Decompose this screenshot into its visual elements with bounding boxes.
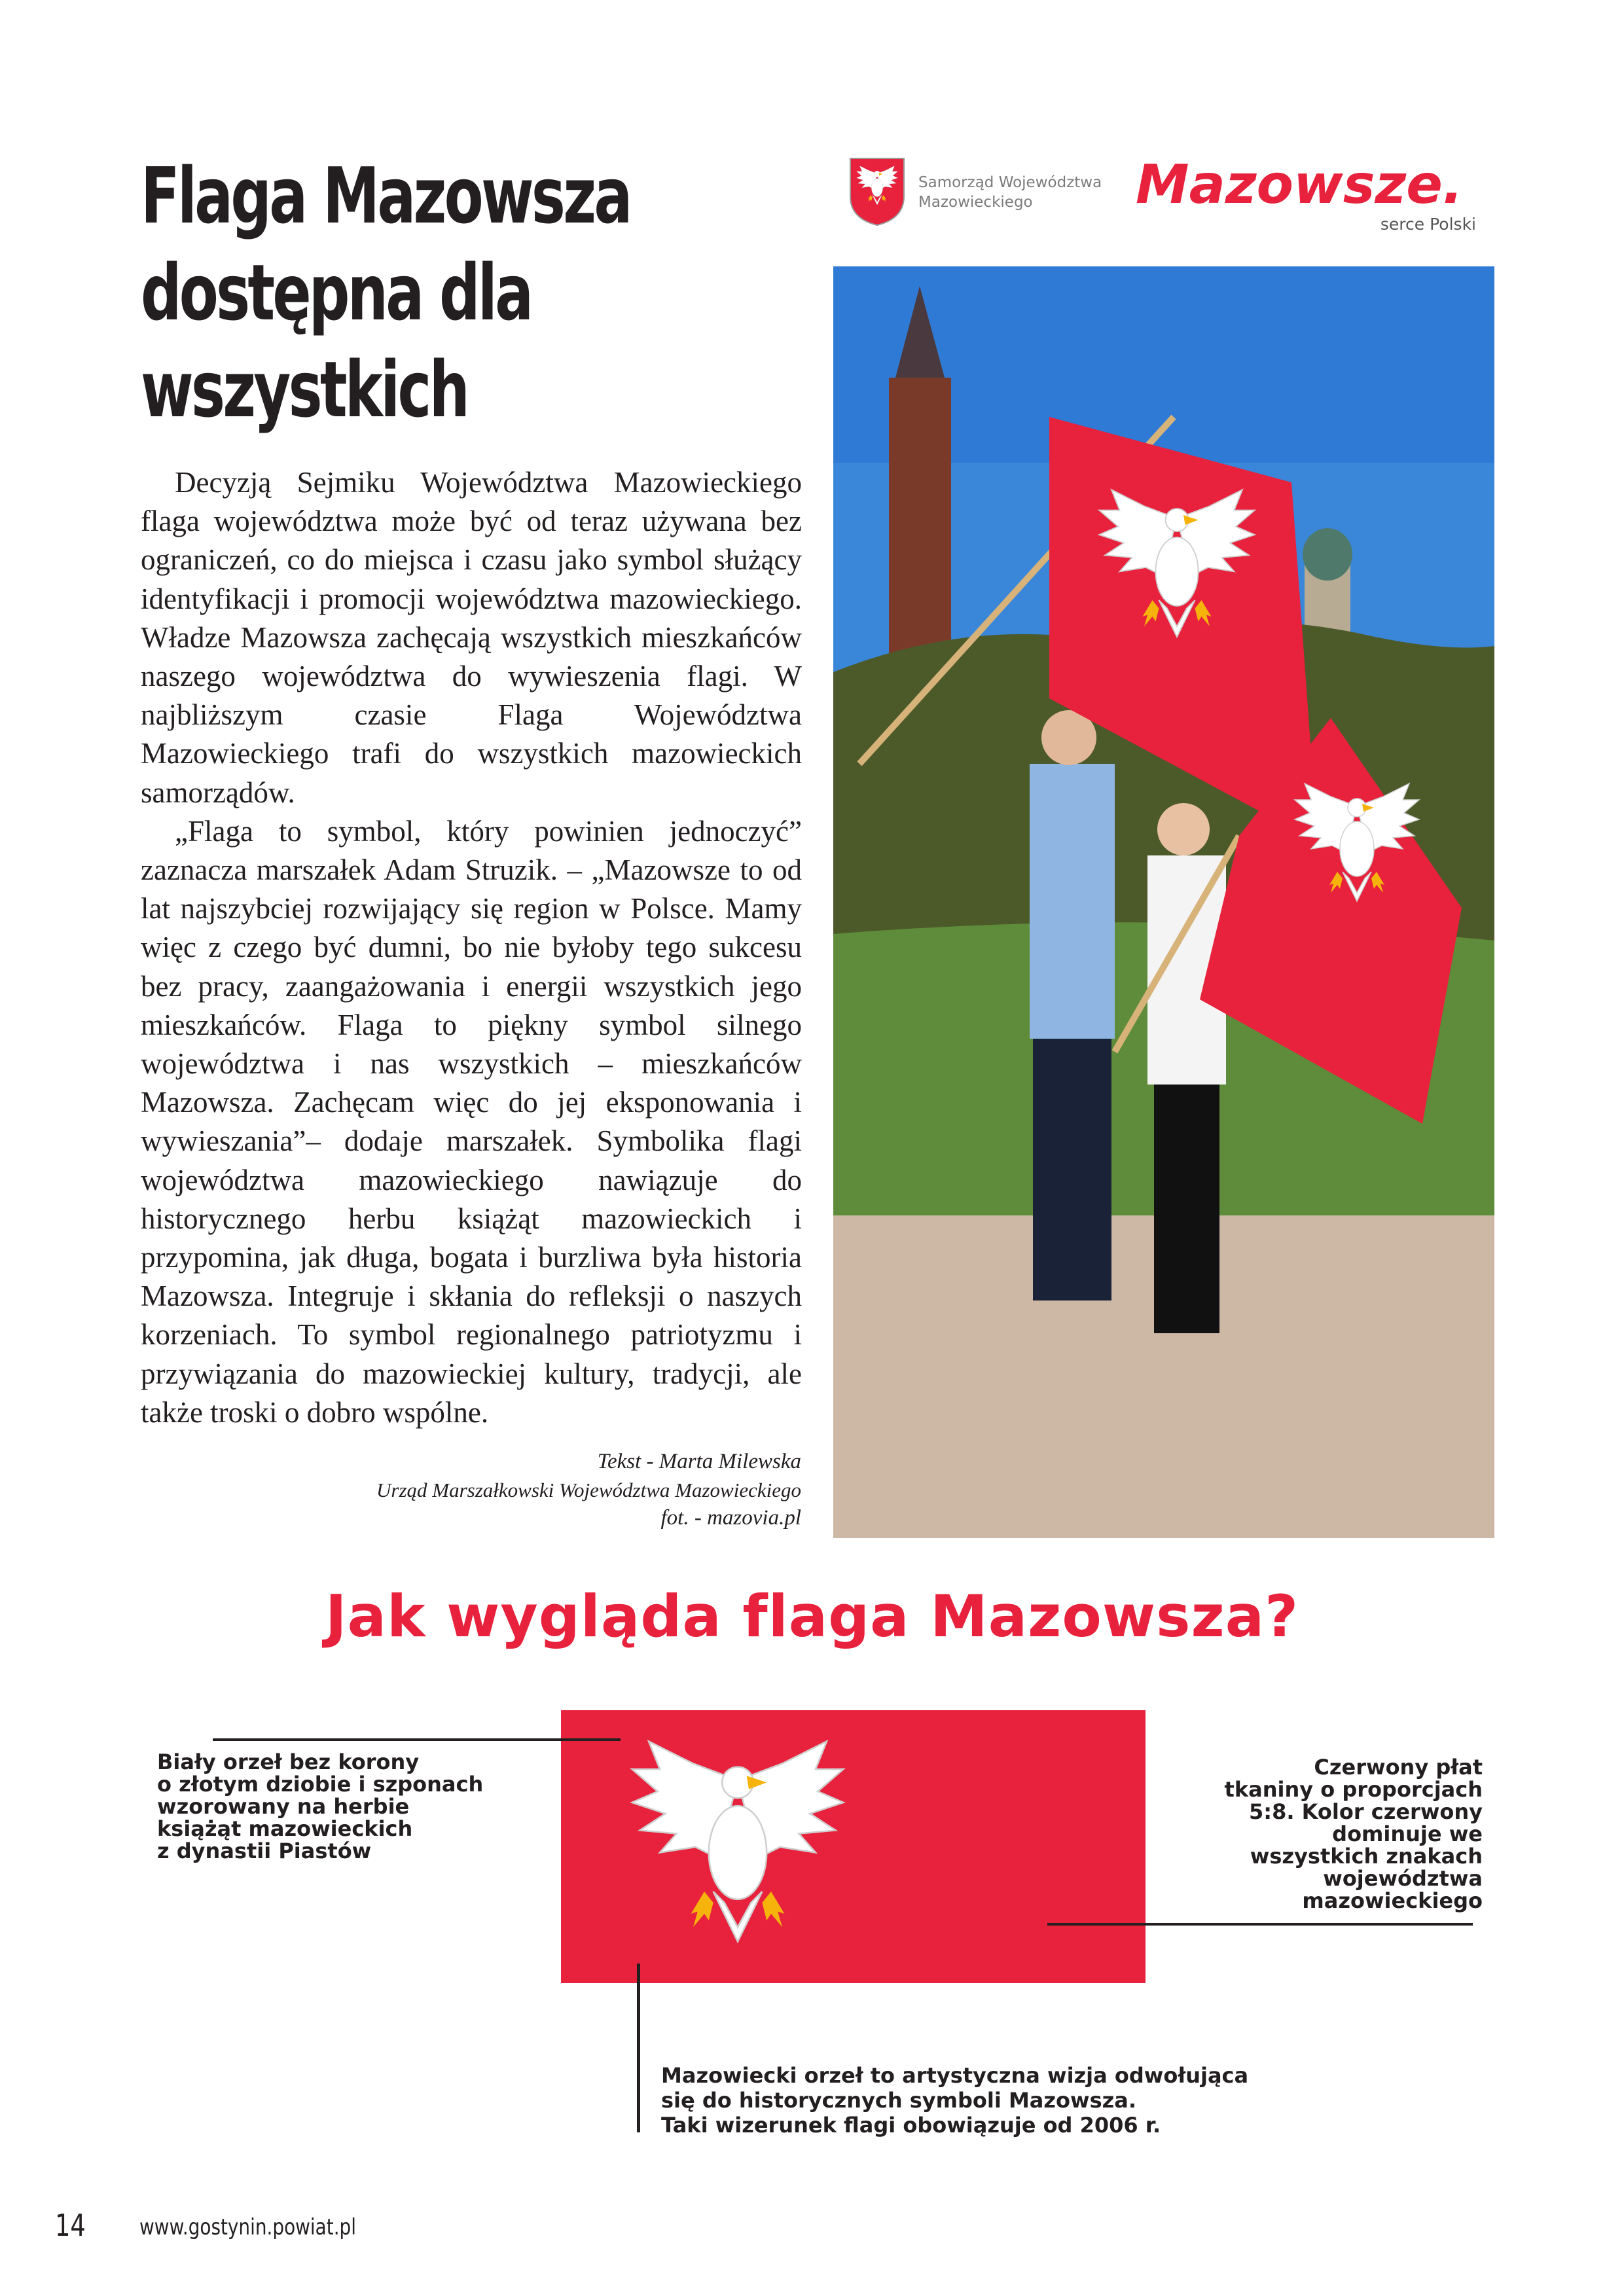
left-label-pointer [213,1738,621,1741]
coat-of-arms-icon [848,156,907,226]
eagle-annotation-line: z dynastii Piastów [157,1839,372,1863]
credit-photo: fot. - mazovia.pl [660,1506,801,1530]
eagle-annotation-line: o złotym dziobie i szponach [157,1772,484,1797]
history-annotation [661,2063,1447,2138]
samorzad-logo [848,156,1123,228]
paragraph-1: Decyzją Sejmiku Województwa Mazowieckiego flaga województwa może być od teraz używana bez ograniczeń, co do miejsca i czasu jako symbol służący identyfikacji i promocji województwa mazowieckiego. Władze Mazowsza zachęcają wszystkich mieszkańców naszego województwa do wywieszenia flagi. W najbliższym czasie Flaga Województwa Mazowieckiego trafi do wszystkich mazowieckich samorządów. [141,466,802,809]
eagle-icon [632,1742,844,1942]
cloth-annotation-line: 5:8. Kolor czerwony [1249,1799,1483,1824]
page-number: 14 [55,2208,86,2243]
cloth-annotation [1142,1756,1483,1912]
article-title [141,147,649,438]
cloth-annotation-line: mazowieckiego [1302,1888,1483,1913]
history-annotation-line: się do historycznych symboli Mazowsza. [661,2088,1136,2113]
infographic-title: Jak wygląda flaga Mazowsza? [325,1583,1299,1650]
cloth-annotation-line: województwa [1323,1866,1483,1891]
credit-office: Urząd Marszałkowski Województwa Mazowieckiego [376,1479,801,1501]
samorzad-line-1: Samorząd Województwa [918,174,1102,191]
article-body [141,463,802,1432]
eagle-annotation-line: wzorowany na herbie [157,1794,410,1819]
cloth-annotation-line: wszystkich znakach [1250,1844,1483,1869]
samorzad-line-2: Mazowieckiego [918,194,1033,211]
mazowsze-tagline: serce Polski [1380,215,1476,234]
mazowsze-logo [1136,154,1489,246]
cloth-annotation-line: dominuje we [1332,1821,1483,1846]
right-label-pointer [1047,1923,1473,1926]
eagle-annotation [157,1751,563,1862]
history-annotation-line: Taki wizerunek flagi obowiązuje od 2006 r. [661,2113,1161,2138]
title-line-3: wszystkich [141,344,468,435]
mazowsze-wordmark: Mazowsze. [1136,154,1464,216]
credit-author: Tekst - Marta Milewska [597,1450,801,1473]
cloth-annotation-line: tkaniny o proporcjach [1224,1777,1483,1802]
article-credits [376,1448,801,1532]
flag-of-mazovia [561,1710,1146,1983]
eagle-annotation-line: Biały orzeł bez korony [157,1749,420,1774]
eagle-annotation-line: książąt mazowieckich [157,1816,413,1841]
title-line-2: dostępna dla [141,247,532,338]
title-line-1: Flaga Mazowsza [141,151,630,241]
history-annotation-line: Mazowiecki orzeł to artystyczna wizja odwołująca [661,2063,1249,2088]
paragraph-2: „Flaga to symbol, który powinien jednoczyć” zaznacza marszałek Adam Struzik. – „Mazowsze to od lat najszybciej rozwijający się region w Polsce. Mamy więc z czego być dumni, bo nie byłoby tego sukcesu bez pracy, zaangażowania i energii wszystkich jego mieszkańców. Flaga to piękny symbol silnego województwa i nas wszystkich – mieszkańców Mazowsza. Zachęcam więc do jej eksponowania i wywieszania”– dodaje marszałek. Symbolika flagi województwa mazowieckiego nawiązuje do historycznego herbu książąt mazowieckich i przypomina, jak długa, bogata i burzliwa była historia Mazowsza. Integruje i skłania do refleksji o naszych korzeniach. To symbol regionalnego patriotyzmu i przywiązania do mazowieckiej kultury, tradycji, ale także troski o dobro wspólne. [141,814,802,1429]
footer-url: www.gostynin.powiat.pl [139,2214,356,2240]
bottom-label-pointer [637,1964,640,2132]
cloth-annotation-line: Czerwony płat [1314,1755,1483,1780]
article-photo [833,266,1494,1538]
